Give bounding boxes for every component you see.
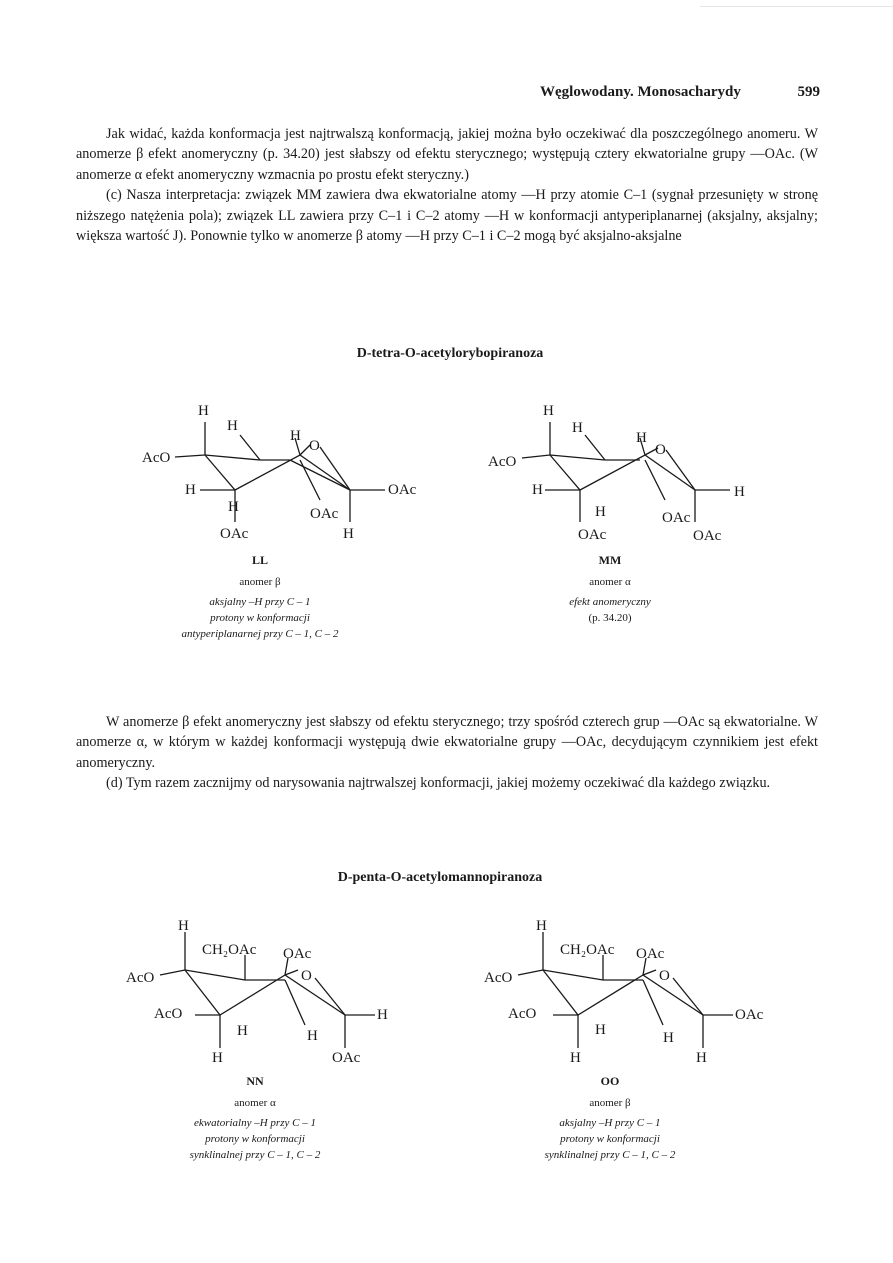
atom-H: H xyxy=(570,1050,581,1066)
ring-bond xyxy=(543,970,603,980)
compound-label: LL xyxy=(251,553,268,567)
atom-AcO: AcO xyxy=(488,454,517,470)
atom-H: H xyxy=(343,526,354,542)
bond-AcO xyxy=(522,455,550,458)
atom-AcO: AcO xyxy=(484,970,513,986)
ring-bonds xyxy=(543,970,703,1015)
atom-H: H xyxy=(237,1023,248,1039)
caption-MM xyxy=(530,552,690,626)
bond-H xyxy=(585,435,605,460)
caption-line: aksjalny –H przy C – 1 xyxy=(559,1117,661,1129)
atom-O: O xyxy=(655,442,666,458)
ring-bond xyxy=(285,970,298,975)
atom-H: H xyxy=(734,484,745,500)
molecule-OO xyxy=(478,920,778,1075)
bond-AcO xyxy=(518,970,543,975)
atom-H: H xyxy=(377,1007,388,1023)
atom-AcO: AcO xyxy=(126,970,155,986)
ring-bond xyxy=(315,978,345,1015)
title-prefix: D xyxy=(356,346,367,361)
atom-AcO: AcO xyxy=(142,450,171,466)
bond-OAc xyxy=(645,460,665,500)
atom-H: H xyxy=(572,420,583,436)
caption-line: anomer β xyxy=(239,576,281,588)
atom-CH2OAc: CH₂OAc xyxy=(202,942,257,958)
atom-H: H xyxy=(536,918,547,934)
atom-O: O xyxy=(301,968,312,984)
atom-H: H xyxy=(290,428,301,444)
caption-LL xyxy=(160,552,360,642)
running-header xyxy=(540,84,820,101)
page-number: 599 xyxy=(797,84,820,100)
title-main: -penta-O-acetylomannopiranoza xyxy=(347,870,543,885)
bond-AcO xyxy=(175,455,205,457)
caption-line: efekt anomeryczny xyxy=(569,596,651,608)
atom-H: H xyxy=(696,1050,707,1066)
atom-OAc: OAc xyxy=(220,526,249,542)
atom-H: H xyxy=(227,418,238,434)
atom-OAc: OAc xyxy=(578,527,607,543)
caption-line: (p. 34.20) xyxy=(588,612,632,624)
atom-AcO: AcO xyxy=(154,1006,183,1022)
atom-H: H xyxy=(307,1028,318,1044)
ring-bond xyxy=(320,447,350,490)
paragraph: W anomerze β efekt anomeryczny jest słabszy od efektu sterycznego; trzy spośród czterech grup —OAc są ekwatorialne. W anomerze α, w którym w każdej konformacji występują dwie ekwatorialne grupy —OAc, decydującym czynnikiem jest efekt anomeryczny. xyxy=(76,714,818,771)
caption-line: protony w konformacji xyxy=(210,612,310,624)
figure-title-1 xyxy=(200,346,700,362)
bond-OAc xyxy=(300,460,320,500)
bond-H xyxy=(240,435,260,460)
bond-AcO xyxy=(160,970,185,975)
molecule-NN xyxy=(120,920,410,1075)
atom-O: O xyxy=(309,438,320,454)
atom-H: H xyxy=(532,482,543,498)
caption-line: protony w konformacji xyxy=(205,1133,305,1145)
caption-line: anomer β xyxy=(589,1097,631,1109)
title-main: -tetra-O-acetylorybopiranoza xyxy=(366,346,544,361)
ring-bond xyxy=(550,455,605,460)
ring-bonds xyxy=(185,970,345,1015)
caption-line: antyperiplanarnej przy C – 1, C – 2 xyxy=(181,628,339,640)
figure-title-2 xyxy=(190,870,690,886)
atom-H: H xyxy=(185,482,196,498)
scan-edge-line xyxy=(700,6,893,7)
caption-NN xyxy=(160,1073,350,1163)
atom-H: H xyxy=(212,1050,223,1066)
paragraph-block-1 xyxy=(76,124,818,246)
ring-bond xyxy=(673,978,703,1015)
caption-line: protony w konformacji xyxy=(560,1133,660,1145)
atom-H: H xyxy=(178,918,189,934)
caption-line: synklinalnej przy C – 1, C – 2 xyxy=(189,1149,321,1161)
title-prefix: D xyxy=(337,870,348,885)
atom-H: H xyxy=(595,1022,606,1038)
atom-AcO: AcO xyxy=(508,1006,537,1022)
atom-OAc: OAc xyxy=(332,1050,361,1066)
molecule-MM xyxy=(480,400,780,555)
atom-OAc: OAc xyxy=(693,528,722,544)
atom-CH2OAc: CH₂OAc xyxy=(560,942,615,958)
molecule-LL xyxy=(130,400,430,555)
ring-bond xyxy=(643,970,656,975)
atom-H: H xyxy=(228,499,239,515)
running-title: Węglowodany. Monosacharydy xyxy=(540,84,741,100)
atom-OAc: OAc xyxy=(310,506,339,522)
ring-bond xyxy=(185,970,245,980)
caption-line: aksjalny –H przy C – 1 xyxy=(209,596,311,608)
caption-line: ekwatorialny –H przy C – 1 xyxy=(194,1117,316,1129)
atom-OAc: OAc xyxy=(662,510,691,526)
atom-H: H xyxy=(198,403,209,419)
atom-OAc: OAc xyxy=(283,946,312,962)
ring-bond xyxy=(666,450,695,490)
ring-bond xyxy=(205,455,260,460)
caption-OO xyxy=(515,1073,705,1163)
compound-label: MM xyxy=(598,553,622,567)
atom-H: H xyxy=(595,504,606,520)
caption-line: anomer α xyxy=(589,576,631,588)
atom-OAc: OAc xyxy=(388,482,417,498)
caption-line: synklinalnej przy C – 1, C – 2 xyxy=(544,1149,676,1161)
atom-H: H xyxy=(543,403,554,419)
paragraph: (d) Tym razem zacznijmy od narysowania najtrwalszej konformacji, jakiej możemy oczekiwać dla każdego związku. xyxy=(106,775,771,792)
atom-OAc: OAc xyxy=(735,1007,764,1023)
caption-line: anomer α xyxy=(234,1097,276,1109)
compound-label: NN xyxy=(246,1074,264,1088)
compound-label: OO xyxy=(600,1074,620,1088)
paragraph-block-2 xyxy=(76,712,818,794)
atom-OAc: OAc xyxy=(636,946,665,962)
atom-H: H xyxy=(663,1030,674,1046)
atom-H: H xyxy=(636,430,647,446)
paragraph: (c) Nasza interpretacja: związek MM zawiera dwa ekwatorialne atomy —H przy atomie C–1 (sygnał przesunięty w stronę niższego natężenia pola); związek LL zawiera przy C–1 i C–2 atomy —H w konformacji antyperiplanarnej (aksjalny, aksjalny; większa wartość J). Ponownie tylko w anomerze β atomy —H przy C–1 i C–2 mogą być aksjalno-aksjalne xyxy=(76,187,818,245)
atom-O: O xyxy=(659,968,670,984)
paragraph: Jak widać, każda konformacja jest najtrwalszą konformacją, jakiej można było oczekiwać dla poszczególnego anomeru. W anomerze β efekt anomeryczny (p. 34.20) jest słabszy od efektu sterycznego; występują cztery ekwatorialne grupy —OAc. (W anomerze α efekt anomeryczny wzmacnia po prostu efekt steryczny.) xyxy=(76,126,818,183)
